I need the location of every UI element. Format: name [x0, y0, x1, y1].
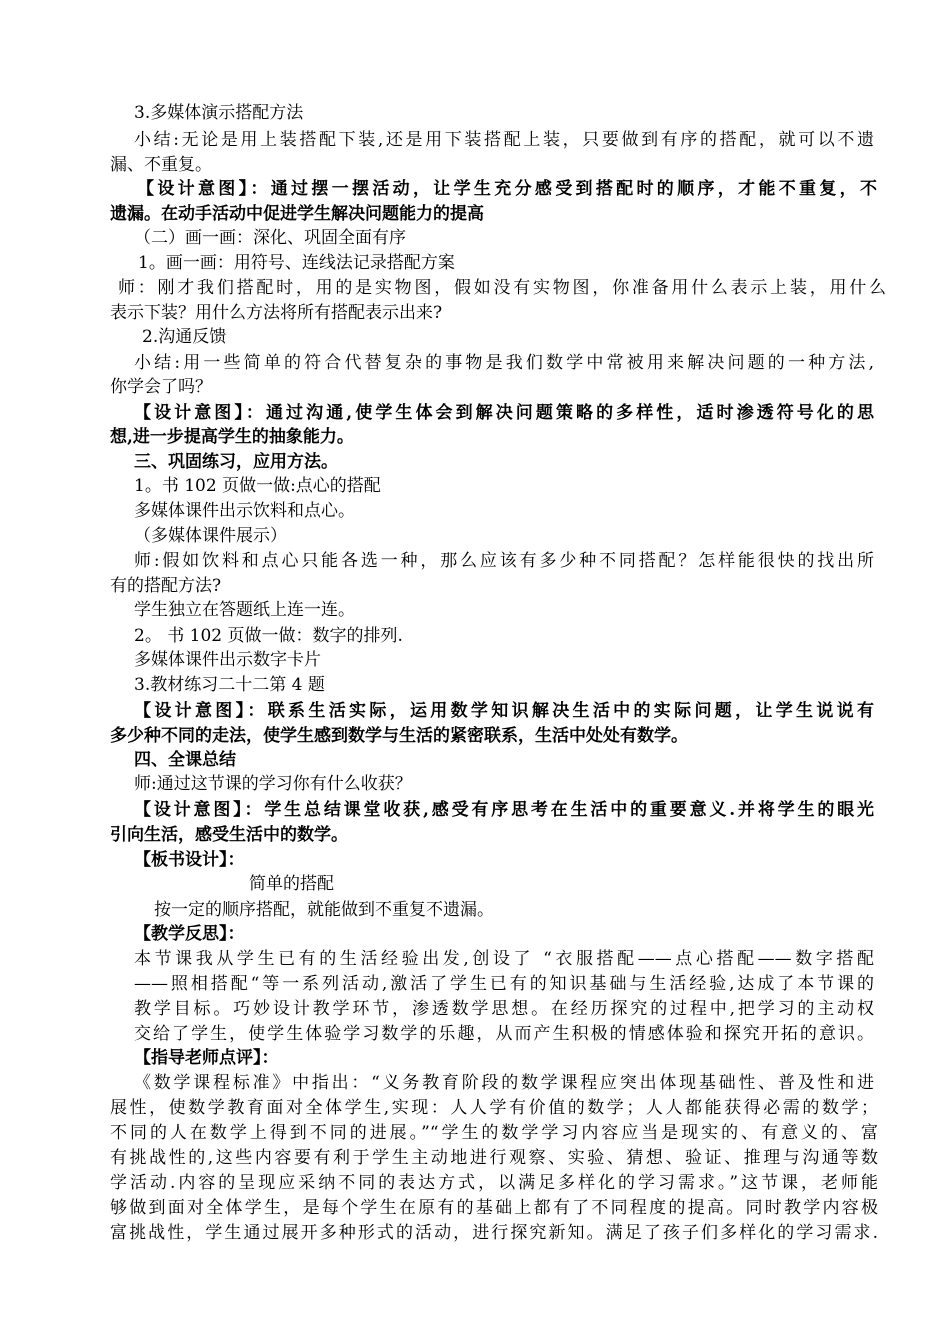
section-heading-draw: （二）画一画：深化、巩固全面有序 — [134, 228, 406, 248]
exercise-2: 2。 书 102 页做一做：数字的排列. — [134, 626, 403, 646]
advisor-comment-text: 学活动.内容的呈现应采纳不同的表达方式，以满足多样化的学习需求。”这节课，老师能 — [110, 1173, 878, 1193]
summary-text-2-cont: 你学会了吗？ — [110, 377, 212, 397]
advisor-comment-text: 够做到面对全体学生，是每个学生在原有的基础上都有了不同程度的提高。同时教学内容极 — [110, 1198, 878, 1218]
design-intent-cont: 遗漏。在动手活动中促进学生解决问题能力的提高 — [110, 204, 484, 224]
advisor-comment-text: 有挑战性的,这些内容要有利于学生主动地进行观察、实验、猜想、验证、推理与沟通等数 — [110, 1148, 878, 1168]
reflection-heading: 【教学反思】： — [134, 924, 245, 944]
teacher-question-3: 师:通过这节课的学习你有什么收获？ — [134, 774, 412, 794]
summary-text: 小结:无论是用上装搭配下装,还是用下装搭配上装，只要做到有序的搭配，就可以不遗 — [134, 130, 874, 150]
teacher-question-cont: 表示下装？用什么方法将所有搭配表示出来? — [110, 303, 443, 323]
design-intent-heading-4: 【设计意图】：学生总结课堂收获,感受有序思考在生活中的重要意义.并将学生的眼光 — [134, 800, 874, 820]
step-feedback: 2.沟通反馈 — [142, 327, 227, 347]
design-intent-cont-3: 多少种不同的走法，使学生感到数学与生活的紧密联系，生活中处处有数学。 — [110, 726, 688, 746]
advisor-comment-text: 展性，使数学教育面对全体学生,实现：人人学有价值的数学；人人都能获得必需的数学； — [110, 1098, 878, 1118]
exercise-1: 1。书 102 页做一做:点心的搭配 — [134, 476, 381, 496]
reflection-text: 教学目标。巧妙设计教学环节，渗透数学思想。在经历探究的过程中,把学习的主动权 — [134, 999, 874, 1019]
board-title: 简单的搭配 — [249, 874, 334, 894]
exercise-1-display: （多媒体课件展示） — [134, 526, 287, 546]
design-intent-cont-2: 想,进一步提高学生的抽象能力。 — [110, 427, 354, 447]
exercise-1-media: 多媒体课件出示饮料和点心。 — [134, 501, 355, 521]
summary-text-2: 小结:用一些简单的符合代替复杂的事物是我们数学中常被用来解决问题的一种方法, — [134, 353, 874, 373]
exercise-2-media: 多媒体课件出示数字卡片 — [134, 650, 321, 670]
exercise-3: 3.教材练习二十二第 4 题 — [134, 675, 325, 695]
board-content: 按一定的顺序搭配，就能做到不重复不遗漏。 — [154, 900, 494, 920]
advisor-comment-text: 《数学课程标准》中指出：“义务教育阶段的数学课程应突出体现基础性、普及性和进 — [134, 1073, 874, 1093]
design-intent-heading: 【设计意图】：通过摆一摆活动，让学生充分感受到搭配时的顺序，才能不重复，不 — [137, 179, 877, 199]
section-heading-summary: 四、全课总结 — [134, 750, 236, 770]
teacher-question: 师：刚才我们搭配时，用的是实物图，假如没有实物图，你准备用什么表示上装，用什么 — [118, 278, 886, 298]
advisor-comment-text: 不同的人在数学上得到不同的进展。”“学生的数学学习内容应当是现实的、有意义的、富 — [110, 1123, 878, 1143]
design-intent-cont-4: 引向生活，感受生活中的数学。 — [110, 825, 348, 845]
teacher-question-2: 师:假如饮料和点心只能各选一种，那么应该有多少种不同搭配？怎样能很快的找出所 — [134, 551, 874, 571]
reflection-text: ——照相搭配“等一系列活动,激活了学生已有的知识基础与生活经验,达成了本节课的 — [134, 974, 874, 994]
board-design-heading: 【板书设计】： — [134, 850, 245, 870]
advisor-comment-text: 富挑战性，学生通过展开多种形式的活动，进行探究新知。满足了孩子们多样化的学习需求. — [110, 1223, 878, 1243]
step-draw: 1。画一画：用符号、连线法记录搭配方案 — [138, 253, 455, 273]
summary-text-cont: 漏、不重复。 — [110, 155, 212, 175]
teacher-question-2-cont: 有的搭配方法? — [110, 576, 222, 596]
advisor-comment-heading: 【指导老师点评】： — [134, 1048, 279, 1068]
step-multimedia-demo: 3.多媒体演示搭配方法 — [134, 103, 304, 123]
reflection-text: 交给了学生，使学生体验学习数学的乐趣，从而产生积极的情感体验和探究开拓的意识。 — [134, 1024, 874, 1044]
design-intent-heading-3: 【设计意图】：联系生活实际，运用数学知识解决生活中的实际问题，让学生说说有 — [134, 701, 874, 721]
reflection-text: 本节课我从学生已有的生活经验出发,创设了 “衣服搭配——点心搭配——数字搭配 — [134, 949, 874, 969]
design-intent-heading-2: 【设计意图】：通过沟通,使学生体会到解决问题策略的多样性，适时渗透符号化的思 — [134, 403, 874, 423]
section-heading-practice: 三、巩固练习，应用方法。 — [134, 452, 338, 472]
student-task: 学生独立在答题纸上连一连。 — [134, 600, 355, 620]
